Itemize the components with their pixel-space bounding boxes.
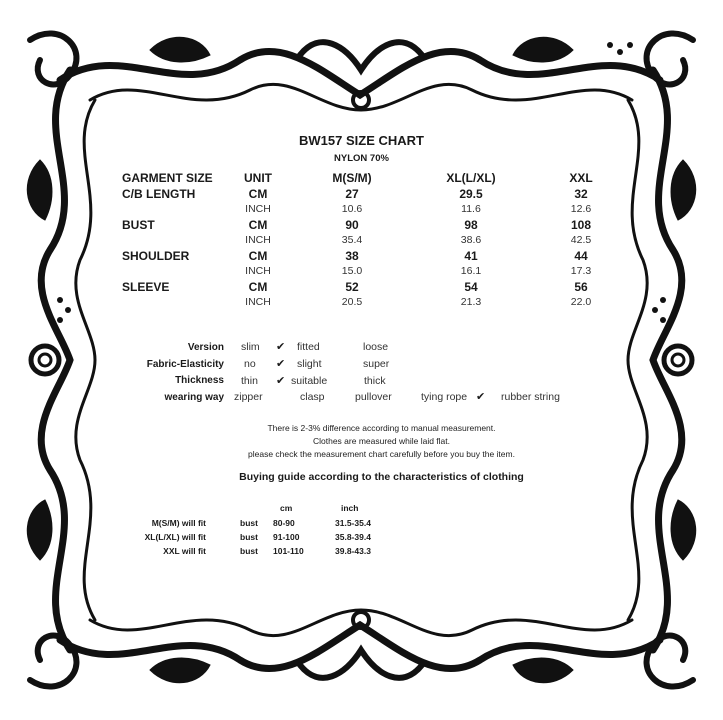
cm-value: 52	[345, 280, 359, 294]
cm-value: 44	[574, 249, 588, 263]
inch-value: 15.0	[341, 265, 363, 277]
option: tying rope	[421, 391, 468, 403]
option: fitted	[297, 341, 320, 353]
cm-value: 56	[574, 280, 588, 294]
unit-inch: INCH	[245, 203, 271, 215]
inch-value: 42.5	[570, 234, 592, 246]
cm-value: 32	[574, 187, 588, 201]
option: no	[244, 358, 256, 370]
unit-inch: INCH	[245, 296, 271, 308]
note-line: Clothes are measured while laid flat.	[312, 436, 450, 446]
inch-value: 35.4	[341, 234, 363, 246]
option: super	[363, 358, 390, 370]
guide-row-part: bust	[240, 546, 258, 556]
option: slim	[241, 341, 260, 353]
guide-row-part: bust	[240, 518, 258, 528]
note-line: please check the measurement chart carefully before you buy the item.	[248, 449, 515, 459]
row-name: SLEEVE	[122, 280, 170, 294]
option: slight	[297, 358, 322, 370]
buying-guide-title: Buying guide according to the characteristics of clothing	[239, 471, 524, 483]
note-line: There is 2-3% difference according to manual measurement.	[267, 423, 496, 433]
header-size-xl: XL(L/XL)	[446, 171, 496, 185]
inch-value: 21.3	[460, 296, 482, 308]
header-size-m: M(S/M)	[332, 171, 372, 185]
characteristic-label: wearing way	[164, 392, 224, 403]
header-size-xxl: XXL	[569, 171, 593, 185]
characteristic-label: Version	[187, 342, 224, 353]
inch-value: 12.6	[570, 203, 592, 215]
characteristic-label: Thickness	[175, 375, 224, 386]
unit-cm: CM	[248, 280, 268, 294]
check-icon: ✔	[476, 391, 486, 403]
unit-cm: CM	[248, 249, 268, 263]
cm-value: 27	[345, 187, 359, 201]
row-name: C/B LENGTH	[122, 187, 196, 201]
unit-cm: CM	[248, 218, 268, 232]
guide-row-part: bust	[240, 532, 258, 542]
cm-value: 41	[464, 249, 478, 263]
option: suitable	[291, 375, 328, 387]
inch-value: 11.6	[461, 203, 481, 215]
guide-row-label: XL(L/XL) will fit	[144, 532, 206, 542]
unit-cm: CM	[248, 187, 268, 201]
option: pullover	[355, 391, 392, 403]
row-name: SHOULDER	[122, 249, 190, 263]
guide-row-inch: 35.8-39.4	[335, 532, 371, 542]
inch-value: 16.1	[460, 265, 482, 277]
cm-value: 108	[570, 218, 592, 232]
guide-row-cm: 91-100	[273, 532, 300, 542]
cm-value: 54	[464, 280, 478, 294]
option: thick	[364, 375, 386, 387]
inch-value: 10.6	[341, 203, 363, 215]
chart-title: BW157 SIZE CHART	[299, 133, 424, 148]
material-label: NYLON 70%	[334, 153, 389, 164]
option: zipper	[234, 391, 263, 403]
guide-row-inch: 39.8-43.3	[335, 546, 371, 556]
cm-value: 29.5	[459, 187, 483, 201]
header-unit: UNIT	[244, 171, 272, 185]
row-name: BUST	[122, 218, 155, 232]
check-icon: ✔	[276, 358, 286, 370]
option: clasp	[300, 391, 325, 403]
inch-value: 17.3	[570, 265, 592, 277]
inch-value: 38.6	[460, 234, 482, 246]
cm-value: 38	[345, 249, 359, 263]
unit-inch: INCH	[245, 265, 271, 277]
guide-header-cm: cm	[280, 503, 293, 513]
check-icon: ✔	[276, 375, 286, 387]
guide-header-inch: inch	[341, 503, 359, 513]
guide-row-cm: 101-110	[273, 546, 304, 556]
inch-value: 22.0	[570, 296, 592, 308]
unit-inch: INCH	[245, 234, 271, 246]
guide-row-cm: 80-90	[273, 518, 295, 528]
check-icon: ✔	[276, 341, 286, 353]
guide-row-label: XXL will fit	[163, 546, 206, 556]
guide-row-label: M(S/M) will fit	[151, 518, 206, 528]
inch-value: 20.5	[341, 296, 363, 308]
guide-row-inch: 31.5-35.4	[335, 518, 371, 528]
header-garment-size: GARMENT SIZE	[122, 171, 213, 185]
characteristic-label: Fabric-Elasticity	[146, 359, 224, 370]
option: rubber string	[501, 391, 560, 403]
option: loose	[363, 341, 389, 353]
cm-value: 98	[464, 218, 478, 232]
option: thin	[241, 375, 258, 387]
cm-value: 90	[345, 218, 359, 232]
